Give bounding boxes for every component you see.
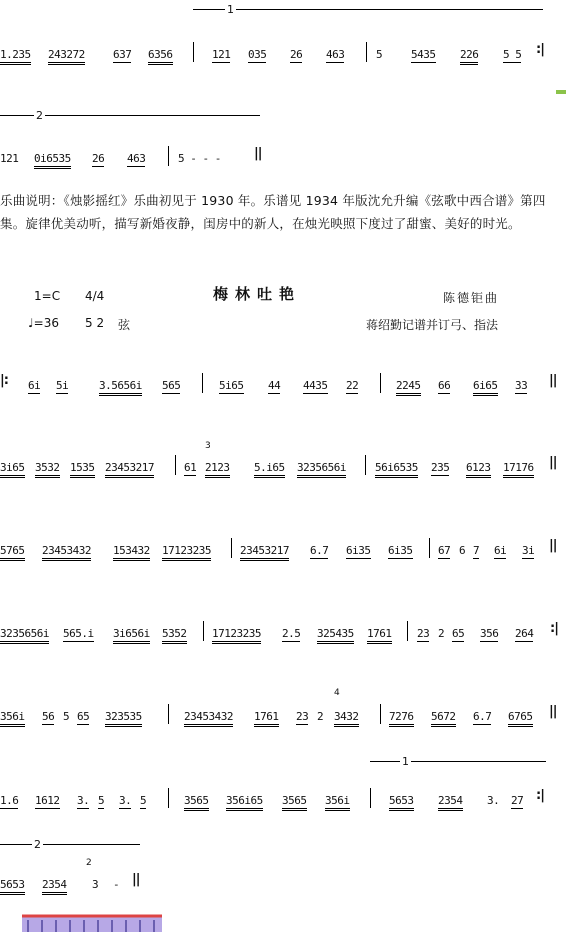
note-group: 2 [317,710,324,723]
note-group: 035 [248,48,267,61]
note-group: 121 [212,48,231,61]
note-group: 5 - - - [178,152,221,165]
barline [168,146,169,166]
note-group: 6i65 [473,379,498,396]
score-row-5 [0,538,578,580]
note-group: 463 [127,152,146,165]
note-group: 6356 [148,48,173,65]
barline [365,455,366,475]
score-row-4 [0,441,578,497]
note-group: 66 [438,379,451,392]
note-group: 6123 [466,461,491,478]
barline [203,621,204,641]
score-row-9 [0,858,578,914]
note-group: 356 [480,627,499,640]
barline [231,538,232,558]
score-row-2 [0,146,578,188]
note-group: 17123235 [162,544,211,561]
volta-bracket-1 [193,9,543,10]
note-group: 67 [438,544,451,557]
key-signature: 1=C [34,289,61,303]
repeat-end: :| [550,621,558,636]
score-row-3 [0,373,578,415]
score-row-7 [0,688,578,746]
note-group: 3. [77,794,90,807]
note-group: 7276 [389,710,414,727]
note-group: 356i [325,794,350,811]
note-group: 264 [515,627,534,640]
barline [168,788,169,808]
barline [429,538,430,558]
note-group: 2 [438,627,445,640]
fingering-mark: 2 [86,858,92,868]
barline [370,788,371,808]
note-group: 5435 [411,48,436,61]
note-group: 5765 [0,544,25,561]
note-group: 5 [63,710,70,723]
note-group: 56i6535 [375,461,418,478]
barline [380,373,381,393]
note-group: 6.7 [310,544,329,557]
volta-number-4: 2 [34,838,41,851]
fingering-mark: 4 [334,688,340,698]
note-group: 356i [0,710,25,727]
note-group: 23 [296,710,309,723]
note-group: 65 [77,710,90,723]
piece-description: 乐曲说明：《烛影摇红》乐曲初见于 1930 年。乐谱见 1934 年版沈允升编《弦歌中西合谱》第四集。旋律优美动听，描写新婚夜静，闺房中的新人，在烛光映照下度过了甜蜜、美好的时光。 [0,193,546,231]
note-group: 44 [268,379,281,392]
note-group: 23 [417,627,430,640]
note-group: 1535 [70,461,95,478]
note-group: 463 [326,48,345,61]
note-group: 235 [431,461,450,474]
double-barline: || [549,538,557,553]
time-signature: 4/4 [85,289,105,303]
note-group: 6.7 [473,710,492,723]
note-group: 3235656i [297,461,346,478]
score-row-6 [0,621,578,663]
note-group: 323535 [105,710,142,727]
note-group: 61 [184,461,197,474]
repeat-end: :| [536,788,544,803]
note-group: 1.235 [0,48,31,65]
note-group: 3i656i [113,627,150,644]
tuning-suffix: 弦 [118,318,131,332]
editor-credit: 蒋绍勤记谱并订弓、指法 [366,318,499,332]
barline [202,373,203,393]
note-group: 153432 [113,544,150,561]
note-group: 26 [290,48,303,61]
note-group: 5 5 [503,48,522,61]
note-group: 3.5656i [99,379,142,396]
note-group: 3432 [334,710,359,727]
note-group: 56 [42,710,55,723]
note-group: 6i [28,379,41,392]
note-group: 2354 [438,794,463,811]
note-group: 6i35 [346,544,371,557]
decorative-image-fragment [18,912,168,932]
note-group: 0i6535 [34,152,71,169]
repeat-start: |: [0,373,8,388]
note-group: 356i65 [226,794,263,811]
note-group: 637 [113,48,132,61]
note-group: 1.6 [0,794,19,807]
note-group: 5352 [162,627,187,644]
barline [366,42,367,62]
note-group: - [113,878,120,891]
final-barline: || [132,872,140,887]
note-group: 27 [511,794,524,807]
note-group: 3565 [184,794,209,811]
note-group: 1612 [35,794,60,807]
note-group: 243272 [48,48,85,65]
piece-title: 梅林吐艳 [213,285,302,303]
barline [193,42,194,62]
note-group: 7 [473,544,480,557]
final-barline: || [254,146,262,161]
volta-bracket-3 [370,761,546,762]
barline [168,704,169,724]
note-group: 121 [0,152,19,165]
note-group: 5672 [431,710,456,727]
note-group: 65 [452,627,465,640]
tempo-mark: ♩=36 [28,316,59,330]
volta-number-2: 2 [36,109,43,122]
note-group: 325435 [317,627,354,644]
note-group: 565 [162,379,181,392]
tuning: 5 2 [85,316,105,330]
note-group: 5i65 [219,379,244,392]
double-barline: || [549,455,557,470]
volta-number-1: 1 [227,3,234,16]
note-group: 565.i [63,627,94,640]
note-group: 226 [460,48,478,65]
note-group: 17123235 [212,627,261,644]
note-group: 4435 [303,379,328,392]
note-group: 23453432 [42,544,91,561]
note-group: 33 [515,379,528,392]
double-barline: || [549,704,557,719]
margin-marker [556,90,566,94]
double-barline: || [549,373,557,388]
note-group: 2.5 [282,627,301,640]
note-group: 1761 [254,710,279,727]
barline [380,704,381,724]
note-group: 2123 [205,461,230,478]
note-group: 5653 [0,878,25,895]
note-group: 6 [459,544,466,557]
note-group: 6765 [508,710,533,727]
score-row-1 [0,42,578,84]
note-group: 5.i65 [254,461,285,478]
note-group: 3532 [35,461,60,478]
note-group: 23453217 [240,544,289,561]
note-group: 3235656i [0,627,49,644]
note-group: 3565 [282,794,307,811]
note-group: 3 [92,878,99,891]
note-group: 3. [119,794,132,807]
note-group: 5653 [389,794,414,811]
note-group: 6i35 [388,544,413,557]
note-group: 6i [494,544,507,557]
note-group: 1761 [367,627,392,644]
note-group: 17176 [503,461,534,478]
volta-bracket-4 [0,844,140,845]
barline [407,621,408,641]
note-group: 2245 [396,379,421,396]
note-group: 3. [487,794,500,807]
note-group: 26 [92,152,105,165]
volta-number-3: 1 [402,755,409,768]
composer: 陈德钜曲 [443,291,500,305]
note-group: 2354 [42,878,67,895]
note-group: 3i65 [0,461,25,478]
note-group: 5 [140,794,147,807]
note-group: 23453432 [184,710,233,727]
note-group: 5i [56,379,69,392]
note-group: 23453217 [105,461,154,478]
note-group: 5 [376,48,383,61]
note-group: 3i [522,544,535,557]
score-row-8 [0,788,578,830]
note-group: 22 [346,379,359,392]
repeat-end: :| [536,42,544,57]
fingering-mark: 3 [205,441,211,451]
barline [175,455,176,475]
note-group: 5 [98,794,105,807]
